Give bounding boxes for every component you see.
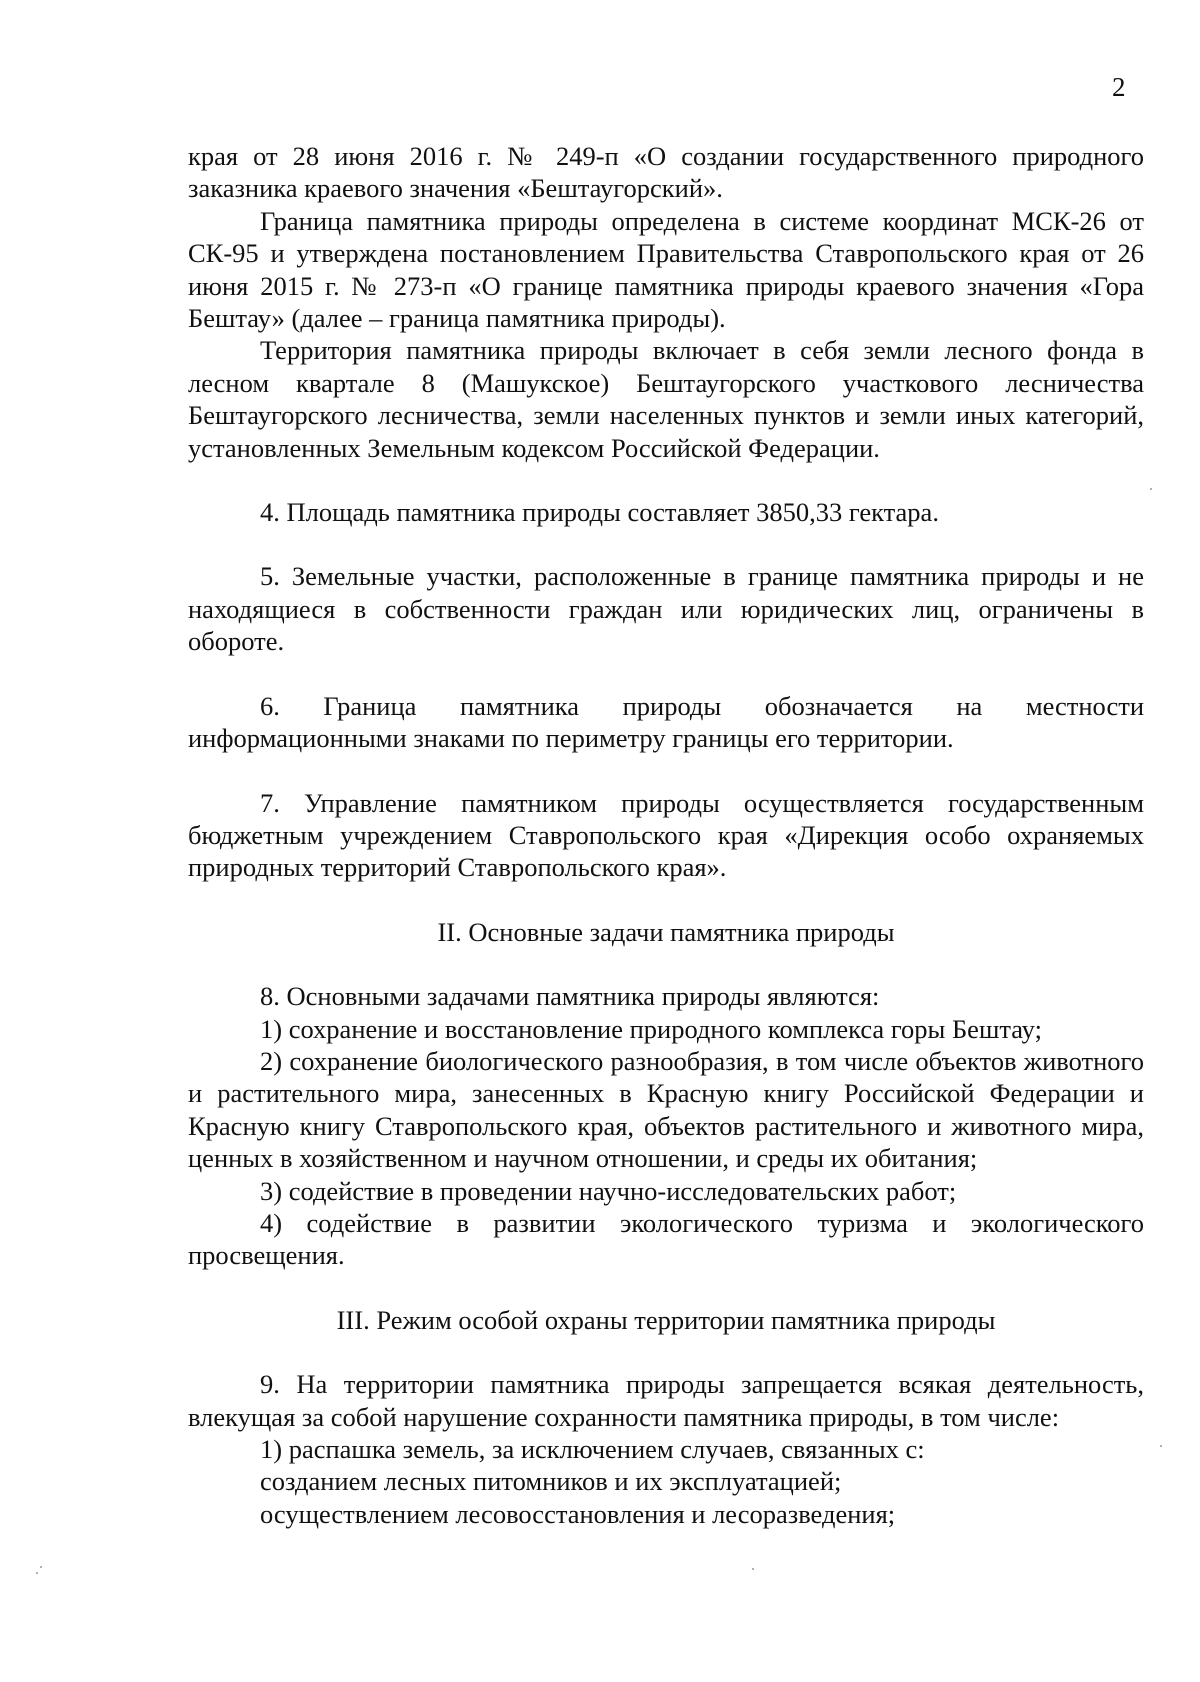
scan-speck <box>1160 1445 1162 1447</box>
paragraph-item-8: 8. Основными задачами памятника природы являются: <box>260 981 880 1012</box>
paragraph-item-4: 4. Площадь памятника природы составляет 3850,33 гектара. <box>260 497 939 528</box>
list-item-8-2: 2) сохранение биологического разнообразия, в том числе объектов животного и растительного мира, занесенных в Красную книгу Российской Федерации и Красную книгу Ставропольского края, объектов растительного и животного мира, ценных в хозяйственном и научном отношении, и среды их обитания; <box>188 1045 1144 1174</box>
paragraph-item-7: 7. Управление памятником природы осуществляется государственным бюджетным учреждением Ставропольского края «Дирекция особо охраняемых природных территорий Ставропольского края». <box>188 787 1144 883</box>
paragraph-item-9: 9. На территории памятника природы запрещается всякая деятельность, влекущая за собой нарушение сохранности памятника природы, в том числе: <box>188 1369 1144 1432</box>
list-item-8-4: 4) содействие в развитии экологического туризма и экологического просвещения. <box>188 1207 1144 1271</box>
scan-speck <box>752 1568 754 1570</box>
list-item-8-1: 1) сохранение и восстановление природного комплекса горы Бештау; <box>260 1013 1042 1044</box>
document-body <box>188 140 1144 1530</box>
list-item-8-3: 3) содействие в проведении научно-исследовательских работ; <box>260 1175 957 1206</box>
section-heading-3: III. Режим особой охраны территории памятника природы <box>336 1304 996 1335</box>
paragraph-territory: Территория памятника природы включает в себя земли лесного фонда в лесном квартале 8 (Машукское) Бештаугорского участкового лесничества Бештаугорского лесничества, земли населенных пунктов и земли иных категорий, установленных Земельным кодексом Российской Федерации. <box>188 335 1144 463</box>
page-number: 2 <box>1112 72 1126 102</box>
scan-speck <box>36 1572 38 1574</box>
list-item-9-1-a: созданием лесных питомников и их эксплуатацией; <box>260 1466 842 1497</box>
paragraph-item-6: 6. Граница памятника природы обозначается на местности информационными знаками по периметру границы его территории. <box>188 690 1144 754</box>
list-item-9-1-b: осуществлением лесовосстановления и лесоразведения; <box>260 1498 896 1529</box>
paragraph-item-5: 5. Земельные участки, расположенные в границе памятника природы и не находящиеся в собственности граждан или юридических лиц, ограничены в обороте. <box>188 561 1144 657</box>
list-item-9-1: 1) распашка земель, за исключением случаев, связанных с: <box>260 1434 925 1464</box>
paragraph-intro-continuation: края от 28 июня 2016 г. № 249-п «О создании государственного природного заказника краевого значения «Бештаугорский». <box>188 141 1144 204</box>
scan-speck <box>1150 488 1152 490</box>
section-heading-2: II. Основные задачи памятника природы <box>437 916 895 947</box>
scan-speck <box>40 1566 42 1568</box>
paragraph-boundary: Граница памятника природы определена в системе координат МСК-26 от СК-95 и утверждена постановлением Правительства Ставропольского края от 26 июня 2015 г. № 273-п «О границе памятника природы краевого значения «Гора Бештау» (далее – граница памятника природы). <box>188 205 1144 334</box>
